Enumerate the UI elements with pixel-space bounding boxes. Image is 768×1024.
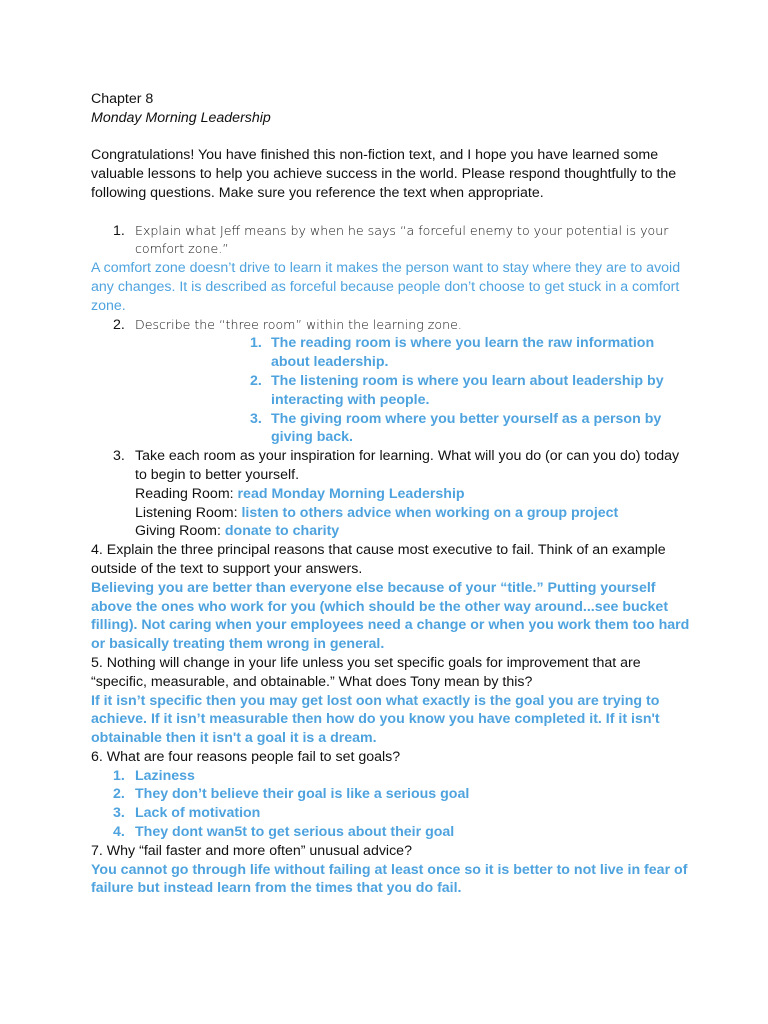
item-text: The listening room is where you learn about leadership by interacting with people. [271,372,664,408]
answer-6-item [91,767,691,786]
question-2 [91,316,691,335]
answer-6-item [91,823,691,842]
item-text: The reading room is where you learn the raw information about leadership. [271,335,655,371]
question-1 [91,222,691,260]
question-5: 5. Nothing will change in your life unless you set specific goals for improvement that are “specific, measurable, and obtainable.” What does Tony mean by this? [91,654,641,690]
answer-6-item [91,785,691,804]
room-line-reading [91,485,691,504]
document-page [91,90,691,898]
chapter-heading: Chapter 8 [91,91,154,107]
book-title: Monday Morning Leadership [91,109,271,126]
spacer [91,128,691,147]
question-4: 4. Explain the three principal reasons that cause most executive to fail. Think of an example outside of the text to support your answers. [91,542,666,577]
intro-paragraph: Congratulations! You have finished this non-fiction text, and I hope you have learned some valuable lessons to help you achieve success in the world. Please respond thoughtfully to the following questions. Make sure you reference the text when appropriate. [91,147,677,201]
answer-1: A comfort zone doesn’t drive to learn it makes the person want to stay where they are to avoid any changes. It is described as forceful because people don’t choose to get stuck in a comfort zone. [91,260,681,314]
question-7: 7. Why “fail faster and more often” unusual advice? [91,842,412,859]
item-number: 4. [113,824,125,841]
answer-2-item [91,372,691,410]
question-number: 1. [113,222,125,239]
answer-6-item [91,804,691,823]
room-answer: donate to charity [224,523,340,540]
item-number: 1. [250,335,262,352]
item-number: 1. [113,767,125,784]
answer-7: You cannot go through life without failing at least once so it is better to not live in fear of failure but instead learn from the times that you do fail. [91,861,688,897]
answer-2-item [91,410,691,448]
answer-4: Believing you are better than everyone else because of your “title.” Putting yourself above the ones who work for you (which should be the other way around...see bucket filling). Not caring when your employees need a change or when you work them too hard or basically treating them wrong in general. [91,579,690,653]
item-number: 3. [250,410,262,427]
item-text: They dont wan5t to get serious about their goal [135,824,455,841]
item-text: Lack of motivation [135,805,261,822]
room-label: Giving Room: [135,523,225,540]
item-number: 2. [113,786,125,803]
item-number: 2. [250,372,262,389]
question-text: Describe the “three room” within the learning zone. [135,316,462,332]
question-number: 2. [113,316,125,333]
answer-2-item [91,334,691,372]
item-text: They don’t believe their goal is like a serious goal [135,786,470,803]
room-line-listening [91,504,691,523]
item-text: Laziness [135,767,195,784]
room-label: Listening Room: [135,504,242,521]
item-number: 3. [113,805,125,822]
room-answer: listen to others advice when working on a group project [241,504,619,521]
answer-5: If it isn’t specific then you may get lost oon what exactly is the goal you are trying to achieve. If it isn’t measurable then how do you know you have completed it. If it isn't obtainable then it isn't a goal it is a dream. [91,692,660,747]
question-text: Take each room as your inspiration for learning. What will you do (or can you do) today to begin to better yourself. [135,448,680,483]
room-line-giving [91,522,691,541]
item-text: The giving room where you better yourself as a person by giving back. [271,410,662,446]
question-number: 3. [113,448,125,465]
question-6: 6. What are four reasons people fail to set goals? [91,748,401,765]
room-answer: read Monday Morning Leadership [237,485,465,502]
spacer [91,203,691,222]
question-text: Explain what Jeff means by when he says “a forceful enemy to your potential is your comfort zone.” [135,222,669,257]
question-3 [91,447,691,485]
room-label: Reading Room: [135,485,238,502]
